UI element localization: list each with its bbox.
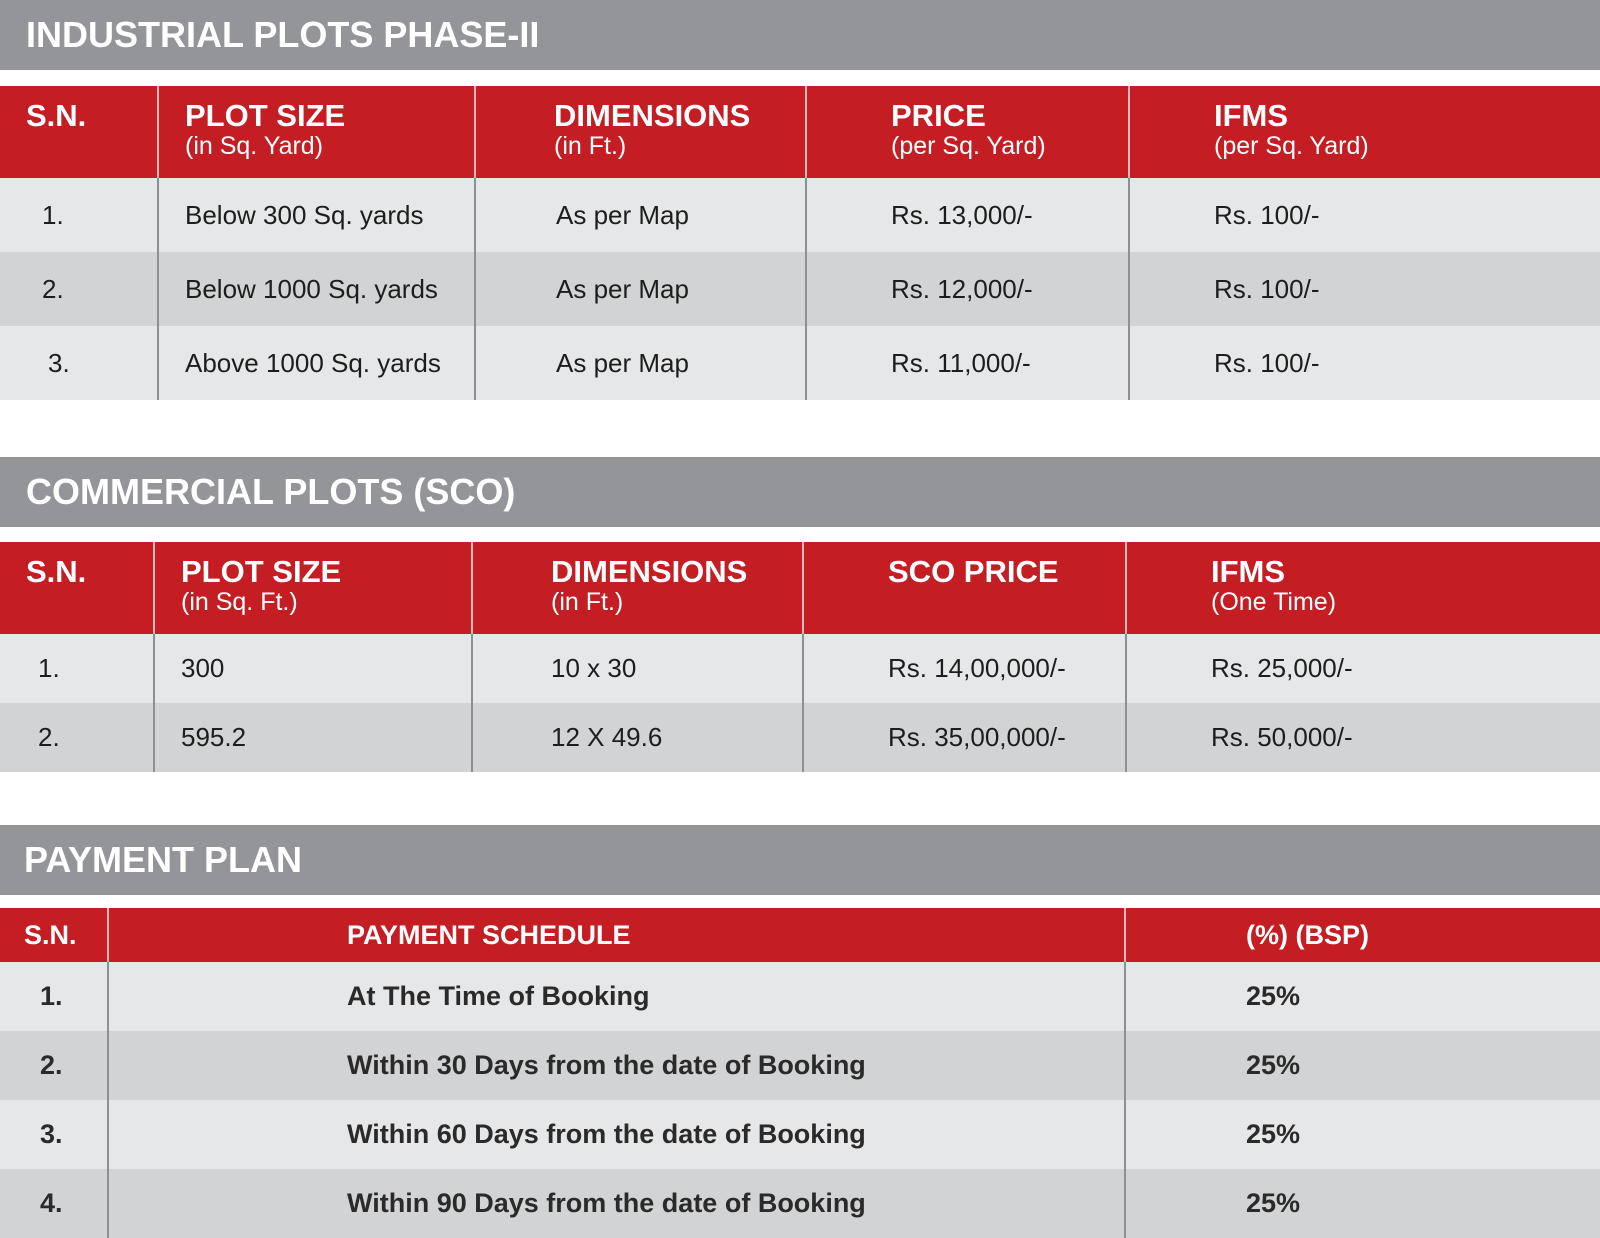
header-sn: S.N.: [0, 86, 158, 178]
header-dimensions: DIMENSIONS (in Ft.): [472, 542, 803, 634]
cell-ifms: Rs. 100/-: [1129, 252, 1600, 326]
table-row: [0, 1169, 1600, 1238]
header-ifms: IFMS (One Time): [1126, 542, 1600, 634]
cell-sn: 2.: [0, 1031, 108, 1100]
table-row: [0, 178, 1600, 252]
cell-bsp-percent: 25%: [1125, 1100, 1600, 1169]
table-row: [0, 634, 1600, 703]
table-header-row: [0, 86, 1600, 178]
cell-payment-schedule: At The Time of Booking: [108, 962, 1125, 1031]
header-sn: S.N.: [0, 542, 154, 634]
header-ifms: IFMS (per Sq. Yard): [1129, 86, 1600, 178]
payment-plan-title-text: PAYMENT PLAN: [24, 839, 303, 880]
header-price: PRICE (per Sq. Yard): [806, 86, 1129, 178]
cell-ifms: Rs. 100/-: [1129, 326, 1600, 400]
industrial-plots-title: [0, 0, 1600, 70]
industrial-plots-title-text: INDUSTRIAL PLOTS PHASE-II: [26, 14, 540, 55]
cell-plot-size: Above 1000 Sq. yards: [158, 326, 475, 400]
cell-dimensions: 10 x 30: [472, 634, 803, 703]
cell-plot-size: 595.2: [154, 703, 472, 772]
payment-plan-title: [0, 825, 1600, 895]
table-row: [0, 1100, 1600, 1169]
cell-plot-size: Below 300 Sq. yards: [158, 178, 475, 252]
cell-payment-schedule: Within 30 Days from the date of Booking: [108, 1031, 1125, 1100]
industrial-plots-table: [0, 86, 1600, 400]
cell-sn: 1.: [0, 962, 108, 1031]
table-row: [0, 1031, 1600, 1100]
commercial-plots-title-text: COMMERCIAL PLOTS (SCO): [26, 471, 516, 512]
cell-dimensions: 12 X 49.6: [472, 703, 803, 772]
table-header-row: [0, 908, 1600, 962]
header-sn: S.N.: [0, 908, 108, 962]
cell-bsp-percent: 25%: [1125, 1031, 1600, 1100]
header-dimensions: DIMENSIONS (in Ft.): [475, 86, 806, 178]
cell-sn: 2.: [0, 252, 158, 326]
cell-dimensions: As per Map: [475, 252, 806, 326]
cell-sco-price: Rs. 14,00,000/-: [803, 634, 1126, 703]
cell-price: Rs. 11,000/-: [806, 326, 1129, 400]
cell-bsp-percent: 25%: [1125, 962, 1600, 1031]
cell-dimensions: As per Map: [475, 326, 806, 400]
table-header-row: [0, 542, 1600, 634]
cell-dimensions: As per Map: [475, 178, 806, 252]
header-payment-schedule: PAYMENT SCHEDULE: [108, 908, 1125, 962]
cell-sn: 1.: [0, 178, 158, 252]
header-sco-price: SCO PRICE: [803, 542, 1126, 634]
commercial-plots-title: [0, 457, 1600, 527]
commercial-plots-table: [0, 542, 1600, 772]
cell-sn: 3.: [0, 326, 158, 400]
header-bsp-percent: (%) (BSP): [1125, 908, 1600, 962]
cell-ifms: Rs. 50,000/-: [1126, 703, 1600, 772]
cell-payment-schedule: Within 90 Days from the date of Booking: [108, 1169, 1125, 1238]
cell-price: Rs. 13,000/-: [806, 178, 1129, 252]
cell-bsp-percent: 25%: [1125, 1169, 1600, 1238]
cell-sco-price: Rs. 35,00,000/-: [803, 703, 1126, 772]
cell-ifms: Rs. 25,000/-: [1126, 634, 1600, 703]
cell-sn: 1.: [0, 634, 154, 703]
header-plot-size: PLOT SIZE (in Sq. Ft.): [154, 542, 472, 634]
payment-plan-table: [0, 908, 1600, 1238]
cell-sn: 2.: [0, 703, 154, 772]
cell-payment-schedule: Within 60 Days from the date of Booking: [108, 1100, 1125, 1169]
table-row: [0, 252, 1600, 326]
header-plot-size: PLOT SIZE (in Sq. Yard): [158, 86, 475, 178]
cell-plot-size: Below 1000 Sq. yards: [158, 252, 475, 326]
cell-sn: 4.: [0, 1169, 108, 1238]
table-row: [0, 703, 1600, 772]
cell-price: Rs. 12,000/-: [806, 252, 1129, 326]
cell-sn: 3.: [0, 1100, 108, 1169]
table-row: [0, 962, 1600, 1031]
cell-ifms: Rs. 100/-: [1129, 178, 1600, 252]
table-row: [0, 326, 1600, 400]
cell-plot-size: 300: [154, 634, 472, 703]
